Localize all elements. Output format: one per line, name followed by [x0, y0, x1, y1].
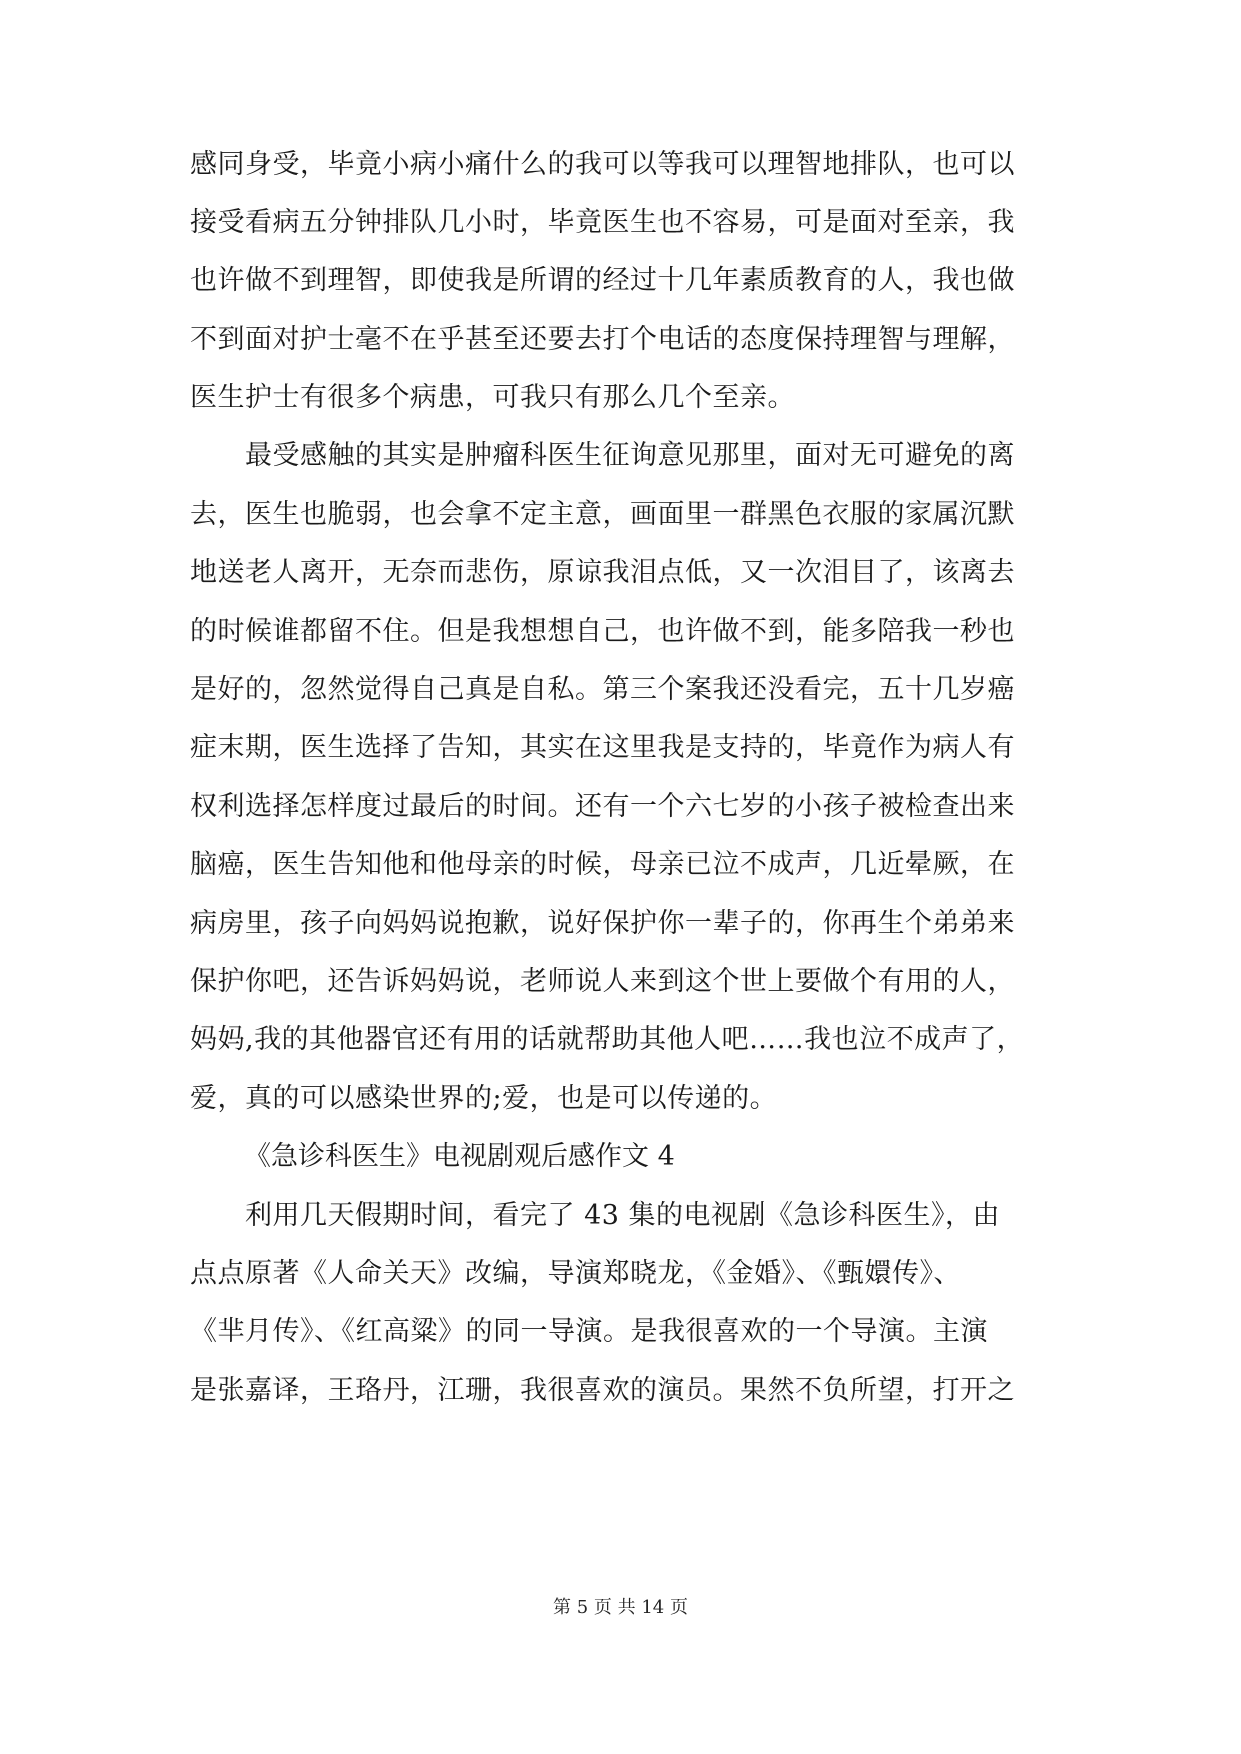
section-title: 《急诊科医生》电视剧观后感作文 4	[244, 1141, 675, 1172]
page-footer: 第 5 页 共 14 页	[553, 1597, 688, 1618]
paragraph-2-line-10: 保护你吧，还告诉妈妈说，老师说人来到这个世上要做个有用的人，	[190, 966, 1015, 997]
paragraph-2-line-4: 的时候谁都留不住。但是我想想自己，也许做不到，能多陪我一秒也	[190, 616, 1015, 647]
paragraph-3-line-1: 利用几天假期时间，看完了 43 集的电视剧《急诊科医生》，由	[190, 1200, 1001, 1231]
paragraph-1-line-2: 接受看病五分钟排队几小时，毕竟医生也不容易，可是面对至亲，我	[190, 207, 1015, 238]
paragraph-1-line-4: 不到面对护士毫不在乎甚至还要去打个电话的态度保持理智与理解，	[190, 324, 1015, 355]
paragraph-3-line-4: 是张嘉译，王珞丹，江珊，我很喜欢的演员。果然不负所望，打开之	[190, 1375, 1015, 1406]
paragraph-2-line-3: 地送老人离开，无奈而悲伤，原谅我泪点低，又一次泪目了，该离去	[190, 557, 1015, 588]
paragraph-2-line-7: 权利选择怎样度过最后的时间。还有一个六七岁的小孩子被检查出来	[190, 791, 1015, 822]
paragraph-2-line-11: 妈妈,我的其他器官还有用的话就帮助其他人吧……我也泣不成声了，	[190, 1024, 1025, 1055]
paragraph-3-line-2: 点点原著《人命关天》改编，导演郑晓龙，《金婚》、《甄嬛传》、	[190, 1258, 961, 1289]
paragraph-2-line-9: 病房里，孩子向妈妈说抱歉，说好保护你一辈子的，你再生个弟弟来	[190, 908, 1015, 939]
paragraph-1-line-1: 感同身受，毕竟小病小痛什么的我可以等我可以理智地排队，也可以	[190, 149, 1015, 180]
paragraph-2-line-6: 症末期，医生选择了告知，其实在这里我是支持的，毕竟作为病人有	[190, 732, 1015, 763]
paragraph-2-line-5: 是好的，忽然觉得自己真是自私。第三个案我还没看完，五十几岁癌	[190, 674, 1015, 705]
paragraph-2-line-2: 去，医生也脆弱，也会拿不定主意，画面里一群黑色衣服的家属沉默	[190, 499, 1015, 530]
paragraph-2-line-8: 脑癌，医生告知他和他母亲的时候，母亲已泣不成声，几近晕厥，在	[190, 849, 1015, 880]
paragraph-1-line-5: 医生护士有很多个病患，可我只有那么几个至亲。	[190, 382, 795, 413]
paragraph-2-line-12: 爱，真的可以感染世界的;爱，也是可以传递的。	[190, 1083, 778, 1114]
paragraph-3-line-3: 《芈月传》、《红高粱》的同一导演。是我很喜欢的一个导演。主演	[190, 1316, 988, 1347]
paragraph-2-line-1: 最受感触的其实是肿瘤科医生征询意见那里，面对无可避免的离	[190, 440, 1015, 471]
paragraph-1-line-3: 也许做不到理智，即使我是所谓的经过十几年素质教育的人，我也做	[190, 265, 1015, 296]
